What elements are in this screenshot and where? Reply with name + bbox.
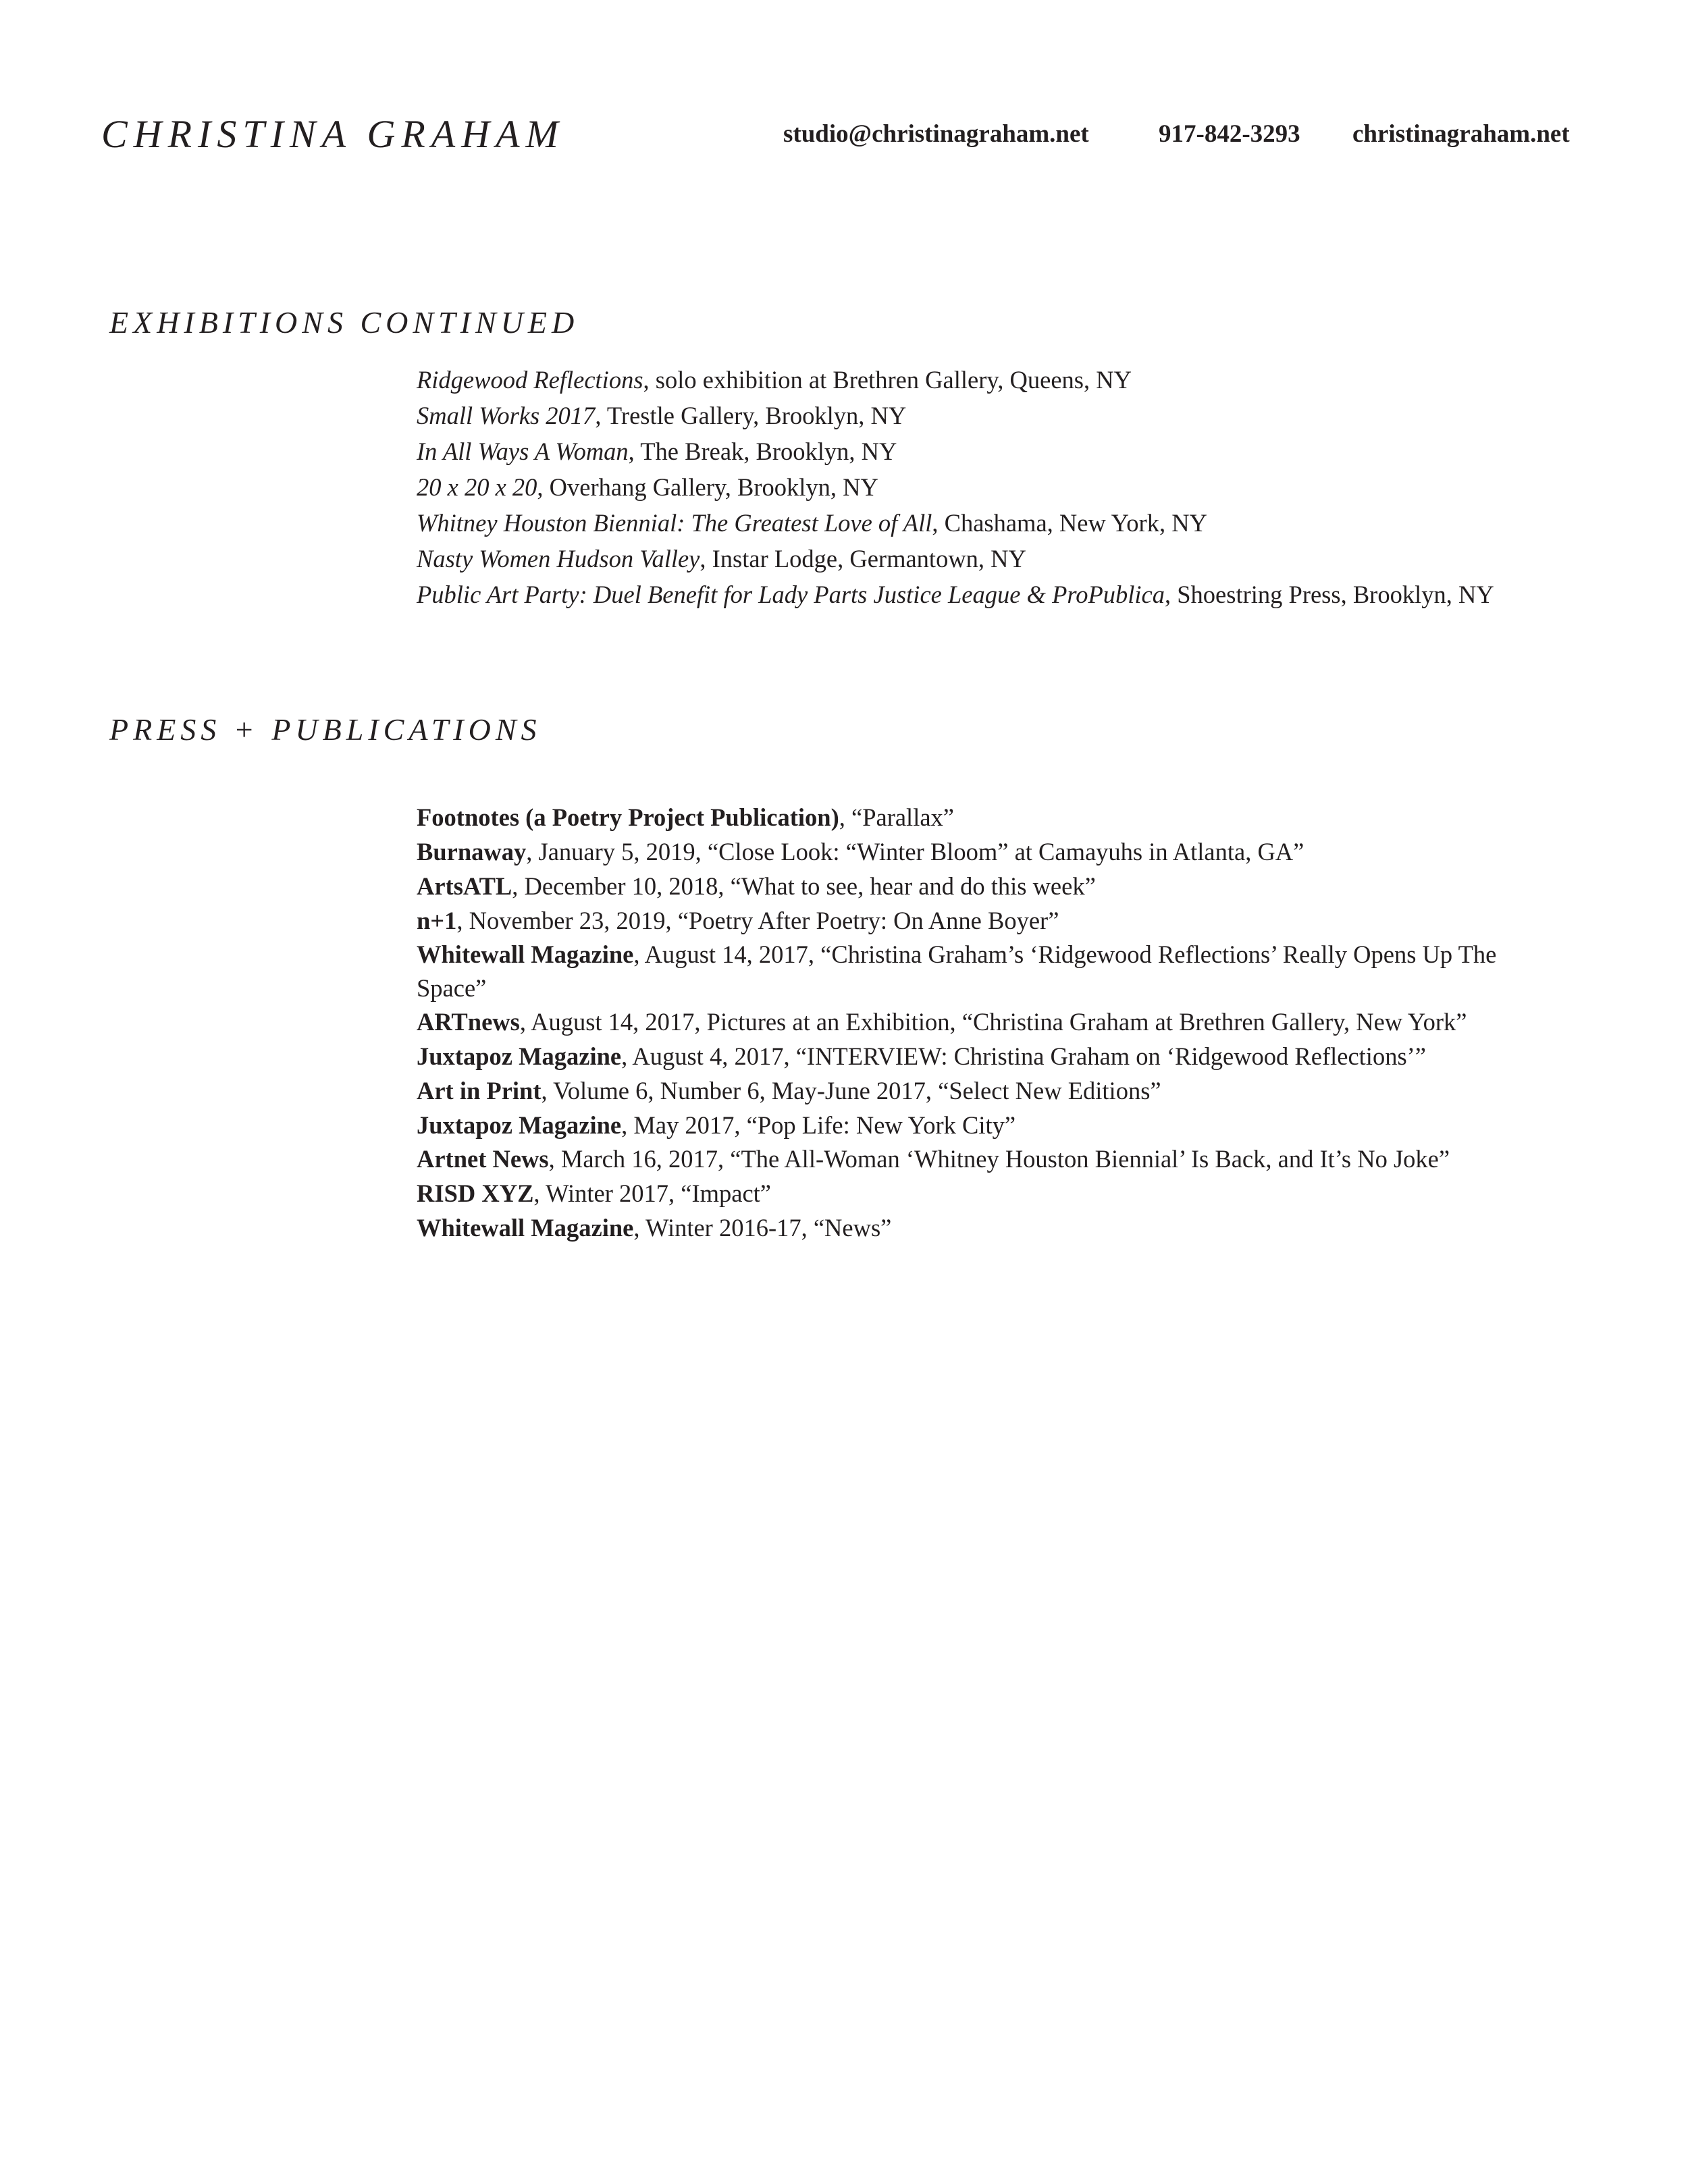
exhibition-item: [417, 541, 1564, 577]
exhibition-details: , Shoestring Press, Brooklyn, NY: [1165, 581, 1494, 608]
press-item: [417, 869, 1497, 903]
exhibition-item: [417, 433, 1564, 469]
press-publication: Burnaway: [417, 838, 527, 865]
press-publication: Artnet News: [417, 1145, 549, 1173]
exhibition-details: , Trestle Gallery, Brooklyn, NY: [595, 402, 907, 429]
exhibition-title: 20 x 20 x 20: [417, 473, 537, 501]
artist-name: CHRISTINA GRAHAM: [101, 112, 564, 156]
exhibition-title: Whitney Houston Biennial: The Greatest Love of All: [417, 509, 932, 537]
contact-website[interactable]: christinagraham.net: [1352, 120, 1570, 148]
press-details: , August 4, 2017, “INTERVIEW: Christina Graham on ‘Ridgewood Reflections’”: [621, 1042, 1427, 1070]
exhibition-item: [417, 469, 1564, 505]
press-details: , December 10, 2018, “What to see, hear and do this week”: [512, 872, 1096, 900]
exhibition-title: Ridgewood Reflections: [417, 366, 643, 394]
press-publication: ARTnews: [417, 1008, 520, 1036]
press-item: [417, 1142, 1497, 1176]
contact-phone[interactable]: 917-842-3293: [1159, 120, 1300, 148]
exhibitions-list: [417, 362, 1564, 612]
exhibition-title: Public Art Party: Duel Benefit for Lady Parts Justice League & ProPublica: [417, 581, 1165, 608]
press-details: , November 23, 2019, “Poetry After Poetry: On Anne Boyer”: [456, 907, 1059, 934]
press-publication: Juxtapoz Magazine: [417, 1042, 622, 1070]
exhibition-item: [417, 362, 1564, 398]
press-item: [417, 1176, 1497, 1210]
exhibitions-heading: EXHIBITIONS CONTINUED: [109, 305, 579, 340]
exhibition-item: [417, 577, 1564, 612]
press-publication: Juxtapoz Magazine: [417, 1111, 622, 1139]
exhibition-title: Nasty Women Hudson Valley: [417, 545, 700, 572]
press-details: , “Parallax”: [839, 803, 954, 831]
press-publication: Whitewall Magazine: [417, 940, 634, 968]
press-item: [417, 1108, 1497, 1142]
exhibition-details: , Chashama, New York, NY: [932, 509, 1207, 537]
press-item: [417, 1073, 1497, 1108]
contact-email[interactable]: studio@christinagraham.net: [783, 120, 1089, 148]
press-details: , August 14, 2017, “Christina Graham’s ‘Ridgewood Reflections’ Really Opens Up The Space”: [417, 940, 1497, 1002]
press-details: , Volume 6, Number 6, May-June 2017, “Select New Editions”: [541, 1077, 1161, 1104]
press-details: , Winter 2017, “Impact”: [533, 1179, 772, 1207]
press-item: [417, 1039, 1497, 1073]
press-item: [417, 1005, 1497, 1039]
press-publication: Art in Print: [417, 1077, 542, 1104]
exhibition-details: , Instar Lodge, Germantown, NY: [700, 545, 1026, 572]
press-details: , August 14, 2017, Pictures at an Exhibition, “Christina Graham at Brethren Gallery, New York”: [519, 1008, 1467, 1036]
press-item: [417, 903, 1497, 938]
press-publication: Footnotes (a Poetry Project Publication): [417, 803, 839, 831]
press-item: [417, 938, 1497, 1005]
exhibition-item: [417, 505, 1564, 541]
press-details: , March 16, 2017, “The All-Woman ‘Whitney Houston Biennial’ Is Back, and It’s No Joke”: [548, 1145, 1450, 1173]
exhibition-details: , Overhang Gallery, Brooklyn, NY: [537, 473, 878, 501]
press-publication: n+1: [417, 907, 457, 934]
exhibition-details: , solo exhibition at Brethren Gallery, Queens, NY: [643, 366, 1132, 394]
press-item: [417, 800, 1497, 834]
press-list: [417, 800, 1497, 1245]
press-publication: Whitewall Magazine: [417, 1214, 634, 1242]
press-item: [417, 1210, 1497, 1245]
press-heading: PRESS + PUBLICATIONS: [109, 712, 542, 747]
exhibition-title: Small Works 2017: [417, 402, 596, 429]
exhibition-title: In All Ways A Woman: [417, 437, 629, 465]
press-item: [417, 834, 1497, 869]
exhibition-item: [417, 398, 1564, 433]
exhibition-details: , The Break, Brooklyn, NY: [628, 437, 897, 465]
press-details: , May 2017, “Pop Life: New York City”: [621, 1111, 1016, 1139]
press-publication: RISD XYZ: [417, 1179, 534, 1207]
press-details: , Winter 2016-17, “News”: [633, 1214, 892, 1242]
press-details: , January 5, 2019, “Close Look: “Winter Bloom” at Camayuhs in Atlanta, GA”: [526, 838, 1304, 865]
press-publication: ArtsATL: [417, 872, 512, 900]
